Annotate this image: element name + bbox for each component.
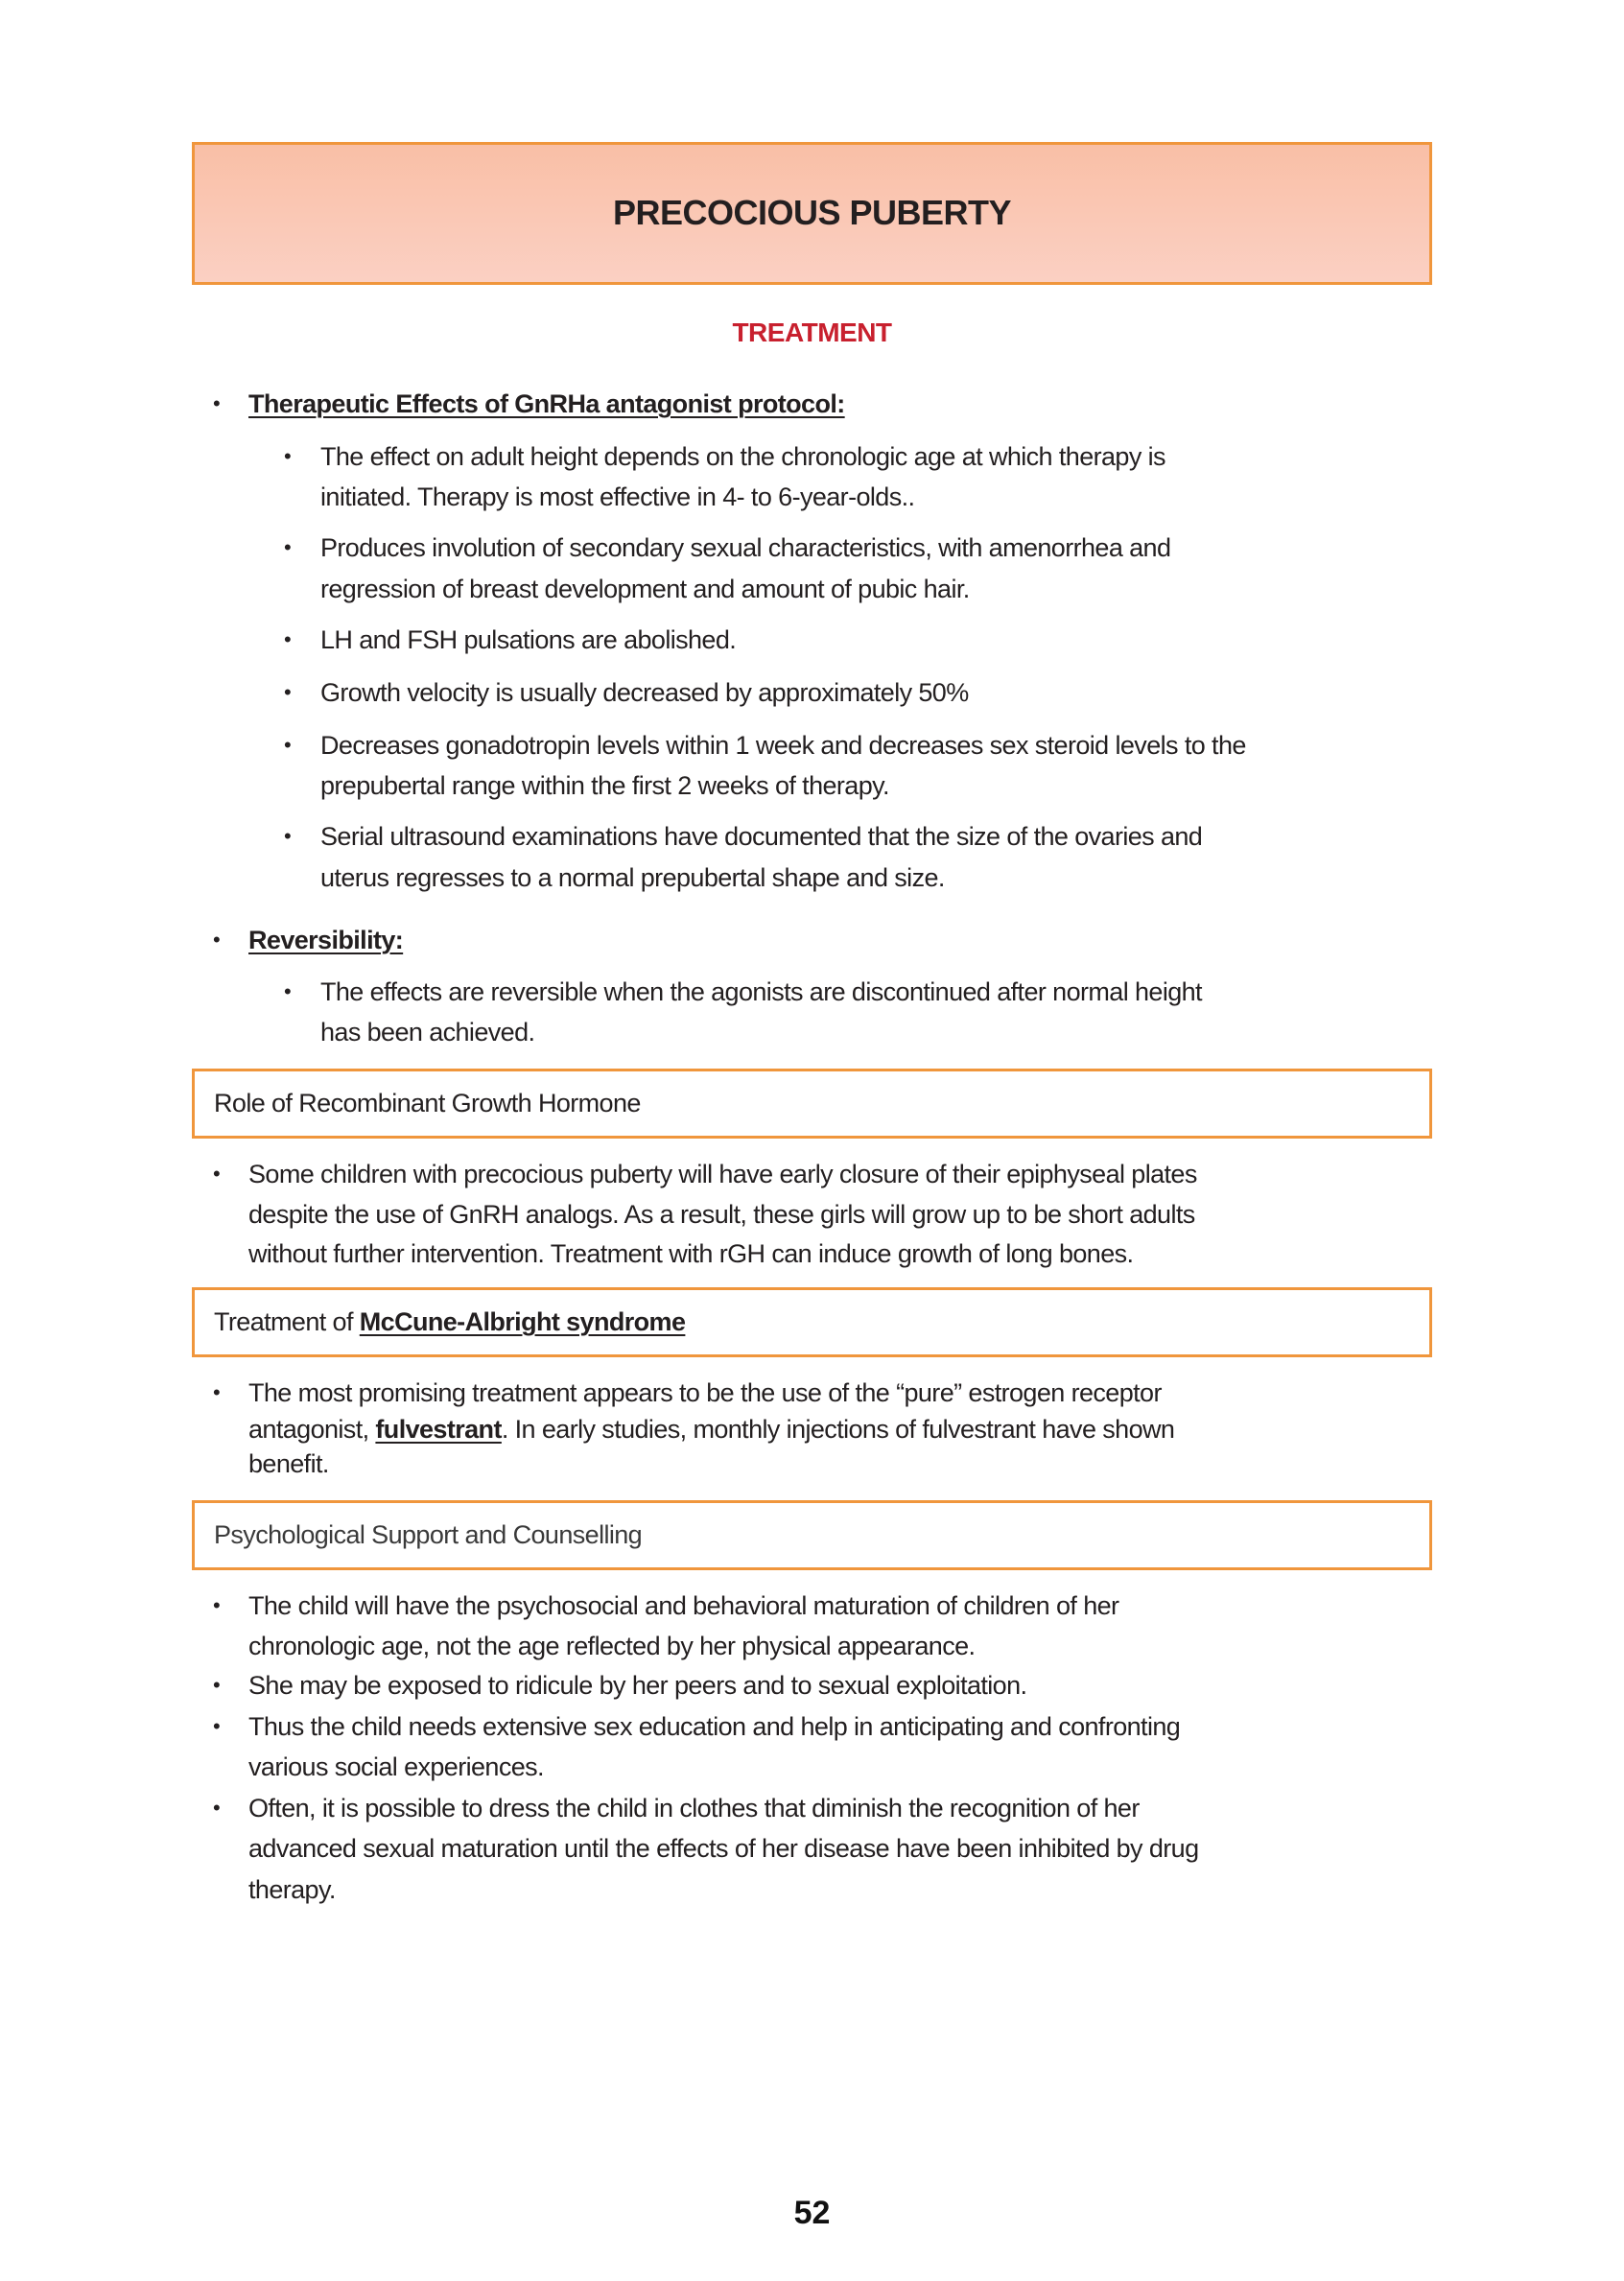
reversibility-heading: Reversibility: (248, 926, 404, 954)
bullet-icon: • (284, 979, 292, 1003)
growth-hormone-label: Role of Recombinant Growth Hormone (214, 1089, 641, 1117)
bullet-icon: • (213, 1593, 221, 1617)
mccune-albright-link: McCune-Albright syndrome (359, 1307, 686, 1336)
list-item-line: has been achieved. (320, 1018, 535, 1046)
bullet-icon: • (213, 1380, 221, 1404)
list-item-line: without further intervention. Treatment with rGH can induce growth of long bones. (248, 1239, 1134, 1268)
gnrha-heading: Therapeutic Effects of GnRHa antagonist protocol: (248, 389, 845, 418)
list-item-line: LH and FSH pulsations are abolished. (320, 625, 737, 654)
bullet-icon: • (213, 1673, 221, 1697)
list-item-line: regression of breast development and amount of pubic hair. (320, 575, 970, 603)
list-item-line: advanced sexual maturation until the effects of her disease have been inhibited by drug (248, 1834, 1199, 1863)
list-item-line: The most promising treatment appears to be the use of the “pure” estrogen receptor (248, 1378, 1162, 1407)
list-item-line: The effect on adult height depends on the chronologic age at which therapy is (320, 442, 1165, 471)
list-item-line: initiated. Therapy is most effective in 4- to 6-year-olds.. (320, 482, 915, 511)
text-suffix: . In early studies, monthly injections of fulvestrant have shown (501, 1415, 1175, 1444)
list-item-line: therapy. (248, 1875, 336, 1904)
bullet-icon: • (284, 733, 292, 757)
psychological-support-box (192, 1500, 1432, 1570)
list-item-line: Often, it is possible to dress the child in clothes that diminish the recognition of her (248, 1794, 1140, 1822)
label-prefix: Treatment of (214, 1307, 360, 1336)
list-item-line: despite the use of GnRH analogs. As a result, these girls will grow up to be short adults (248, 1200, 1195, 1229)
list-item-line: various social experiences. (248, 1752, 544, 1781)
list-item-line: Growth velocity is usually decreased by approximately 50% (320, 678, 969, 707)
mccune-albright-label (214, 1306, 685, 1337)
list-item-line: The child will have the psychosocial and behavioral maturation of children of her (248, 1591, 1119, 1620)
bullet-icon: • (284, 444, 292, 468)
bullet-icon: • (213, 1796, 221, 1820)
fulvestrant-emphasis: fulvestrant (375, 1415, 502, 1444)
bullet-icon: • (213, 1714, 221, 1738)
bullet-icon: • (213, 1162, 221, 1186)
list-item-line: She may be exposed to ridicule by her peers and to sexual exploitation. (248, 1671, 1027, 1700)
list-item-line: benefit. (248, 1449, 329, 1478)
text-prefix: antagonist, (248, 1415, 376, 1444)
growth-hormone-box (192, 1069, 1432, 1139)
page-number: 52 (793, 2195, 831, 2231)
bullet-icon: • (284, 627, 292, 651)
bullet-icon: • (284, 680, 292, 704)
list-item-line: prepubertal range within the first 2 weeks of therapy. (320, 771, 889, 800)
bullet-icon: • (213, 928, 221, 952)
bullet-icon: • (284, 824, 292, 848)
list-item-line: Some children with precocious puberty will have early closure of their epiphyseal plates (248, 1160, 1197, 1188)
bullet-icon: • (284, 535, 292, 559)
title-banner (192, 142, 1432, 285)
mccune-albright-box (192, 1287, 1432, 1357)
list-item-line (248, 1414, 1174, 1445)
list-item-line: Thus the child needs extensive sex education and help in anticipating and confronting (248, 1712, 1181, 1741)
section-heading-treatment: TREATMENT (732, 317, 892, 347)
list-item-line: The effects are reversible when the agonists are discontinued after normal height (320, 977, 1202, 1006)
list-item-line: Produces involution of secondary sexual characteristics, with amenorrhea and (320, 533, 1171, 562)
list-item-line: chronologic age, not the age reflected by her physical appearance. (248, 1632, 976, 1660)
psychological-support-label: Psychological Support and Counselling (214, 1520, 643, 1549)
bullet-icon: • (213, 391, 221, 415)
list-item-line: Serial ultrasound examinations have documented that the size of the ovaries and (320, 822, 1203, 851)
list-item-line: Decreases gonadotropin levels within 1 week and decreases sex steroid levels to the (320, 731, 1246, 760)
list-item-line: uterus regresses to a normal prepubertal shape and size. (320, 863, 945, 892)
page-title: PRECOCIOUS PUBERTY (612, 193, 1012, 232)
